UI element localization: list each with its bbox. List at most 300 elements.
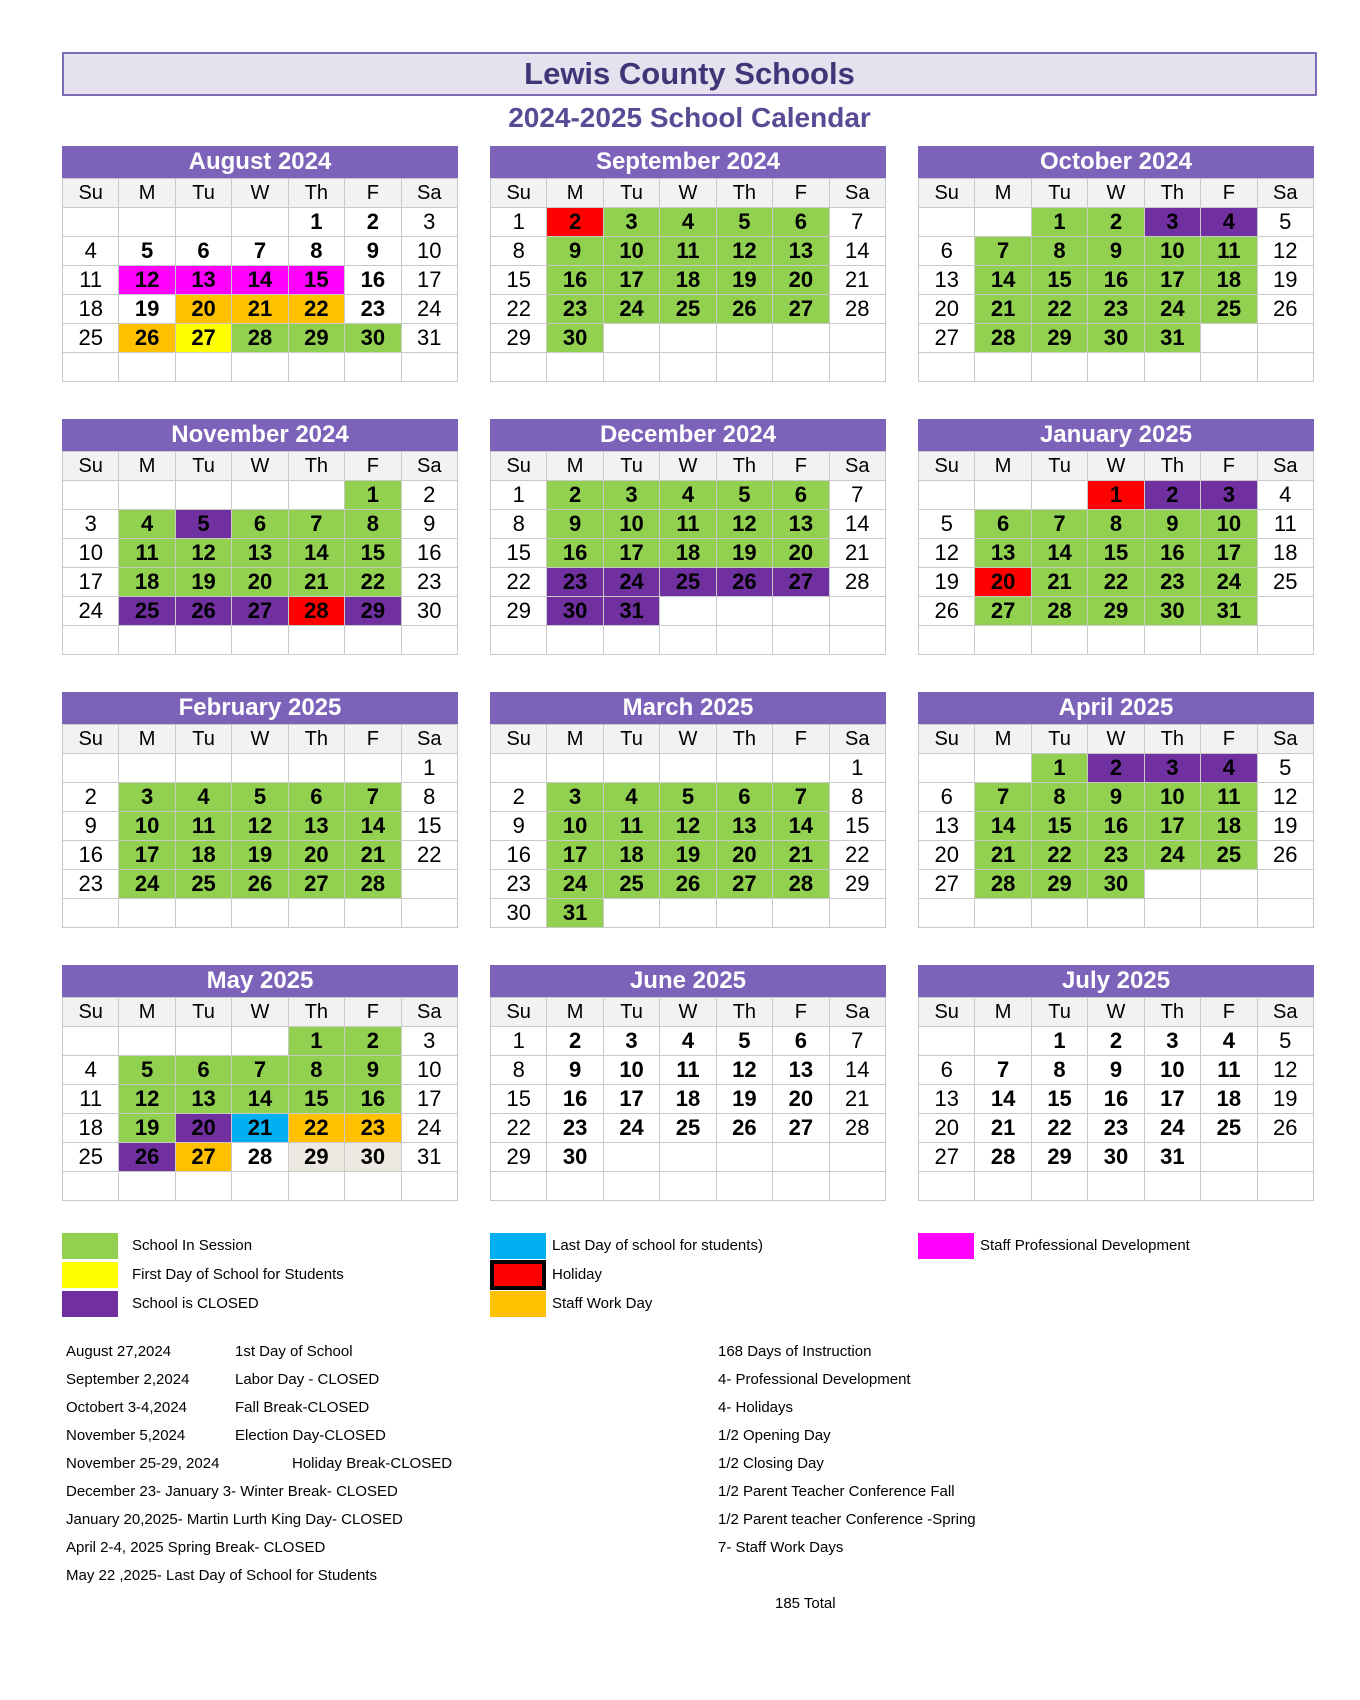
weekday-header: Sa (1257, 179, 1313, 208)
weekday-header: W (232, 725, 288, 754)
weekday-header: Th (716, 725, 772, 754)
note-event: Fall Break-CLOSED (235, 1399, 370, 1416)
day-cell: 29 (1088, 597, 1144, 626)
empty-cell (1088, 899, 1144, 928)
day-cell: 28 (975, 870, 1031, 899)
month-title: July 2025 (918, 965, 1314, 997)
month-grid (62, 997, 458, 1201)
weekday-header: Su (63, 452, 119, 481)
day-cell: 24 (603, 1114, 659, 1143)
day-cell: 1 (1031, 754, 1087, 783)
empty-cell (829, 899, 885, 928)
day-cell: 21 (232, 295, 288, 324)
day-cell: 10 (401, 1056, 457, 1085)
empty-cell (288, 353, 344, 382)
day-cell: 18 (660, 1085, 716, 1114)
day-cell: 23 (345, 1114, 401, 1143)
day-cell: 18 (119, 568, 175, 597)
weekday-header: W (660, 179, 716, 208)
day-cell: 19 (1257, 266, 1313, 295)
weekday-header: Sa (829, 452, 885, 481)
empty-cell (1257, 1172, 1313, 1201)
day-cell: 29 (288, 1143, 344, 1172)
empty-cell (175, 754, 231, 783)
day-cell: 29 (491, 1143, 547, 1172)
day-cell: 26 (660, 870, 716, 899)
note-date: November 5,2024 (66, 1427, 186, 1444)
day-cell: 27 (175, 324, 231, 353)
empty-cell (1257, 353, 1313, 382)
weekday-header: Tu (603, 452, 659, 481)
empty-cell (1144, 353, 1200, 382)
weekday-header: Sa (401, 179, 457, 208)
day-cell: 8 (491, 1056, 547, 1085)
legend-item-closed (62, 1291, 382, 1317)
day-cell: 21 (975, 1114, 1031, 1143)
weekday-header: Su (491, 725, 547, 754)
day-cell: 2 (345, 208, 401, 237)
empty-cell (1257, 870, 1313, 899)
empty-cell (288, 626, 344, 655)
day-cell: 20 (773, 539, 829, 568)
day-cell: 19 (716, 266, 772, 295)
day-cell: 26 (716, 1114, 772, 1143)
day-cell: 14 (345, 812, 401, 841)
weekday-header: M (975, 179, 1031, 208)
empty-cell (829, 1143, 885, 1172)
day-cell: 1 (1031, 1027, 1087, 1056)
day-cell: 20 (175, 1114, 231, 1143)
legend-swatch (918, 1233, 974, 1259)
empty-cell (1088, 353, 1144, 382)
day-cell: 21 (288, 568, 344, 597)
day-cell: 30 (401, 597, 457, 626)
day-cell: 24 (603, 295, 659, 324)
day-cell: 4 (660, 481, 716, 510)
weekday-header: F (1201, 179, 1257, 208)
empty-cell (1257, 626, 1313, 655)
day-cell: 3 (1144, 1027, 1200, 1056)
empty-cell (773, 1172, 829, 1201)
total-days: 185 Total (775, 1595, 836, 1612)
day-cell: 30 (345, 1143, 401, 1172)
day-cell: 20 (773, 266, 829, 295)
empty-cell (1144, 1172, 1200, 1201)
day-cell: 26 (1257, 1114, 1313, 1143)
legend-label: Holiday (552, 1266, 603, 1283)
day-cell: 13 (288, 812, 344, 841)
empty-cell (63, 481, 119, 510)
day-cell: 14 (975, 1085, 1031, 1114)
weekday-header: Tu (175, 725, 231, 754)
day-cell: 2 (491, 783, 547, 812)
month-calendar (490, 419, 886, 655)
weekday-header: Th (1144, 998, 1200, 1027)
empty-cell (829, 626, 885, 655)
empty-cell (660, 626, 716, 655)
day-cell: 26 (175, 597, 231, 626)
day-cell: 18 (603, 841, 659, 870)
weekday-header: Sa (829, 725, 885, 754)
day-cell: 18 (1257, 539, 1313, 568)
empty-cell (63, 899, 119, 928)
day-cell: 31 (401, 324, 457, 353)
day-cell: 28 (829, 295, 885, 324)
empty-cell (1031, 481, 1087, 510)
day-cell: 6 (773, 208, 829, 237)
empty-cell (119, 899, 175, 928)
day-cell: 25 (1257, 568, 1313, 597)
day-cell: 10 (1144, 237, 1200, 266)
day-cell: 11 (660, 1056, 716, 1085)
day-cell: 31 (1201, 597, 1257, 626)
day-cell: 16 (491, 841, 547, 870)
day-cell: 21 (829, 266, 885, 295)
month-calendar (918, 419, 1314, 655)
day-cell: 20 (232, 568, 288, 597)
day-cell: 13 (975, 539, 1031, 568)
empty-cell (491, 353, 547, 382)
day-cell: 15 (1031, 1085, 1087, 1114)
empty-cell (716, 353, 772, 382)
day-cell: 16 (1088, 812, 1144, 841)
day-cell: 26 (119, 1143, 175, 1172)
month-grid (62, 451, 458, 655)
empty-cell (63, 626, 119, 655)
empty-cell (603, 626, 659, 655)
legend-swatch (62, 1291, 118, 1317)
day-cell: 16 (401, 539, 457, 568)
empty-cell (547, 353, 603, 382)
summary-line: 1/2 Opening Day (718, 1427, 831, 1444)
day-cell: 7 (829, 208, 885, 237)
legend-label: School In Session (132, 1237, 253, 1254)
empty-cell (1088, 626, 1144, 655)
weekday-header: Tu (1031, 998, 1087, 1027)
day-cell: 5 (1257, 1027, 1313, 1056)
weekday-header: Th (288, 725, 344, 754)
day-cell: 28 (232, 1143, 288, 1172)
day-cell: 12 (1257, 783, 1313, 812)
legend-item-staff-work-day (490, 1291, 810, 1317)
day-cell: 9 (547, 1056, 603, 1085)
day-cell: 22 (1031, 295, 1087, 324)
day-cell: 6 (288, 783, 344, 812)
day-cell: 9 (491, 812, 547, 841)
weekday-header: Tu (603, 998, 659, 1027)
month-calendar (62, 692, 458, 928)
empty-cell (63, 208, 119, 237)
day-cell: 24 (1144, 841, 1200, 870)
legend-label: Staff Work Day (552, 1295, 653, 1312)
month-title: June 2025 (490, 965, 886, 997)
day-cell: 30 (1088, 870, 1144, 899)
empty-cell (975, 899, 1031, 928)
day-cell: 26 (716, 568, 772, 597)
day-cell: 4 (175, 783, 231, 812)
day-cell: 31 (547, 899, 603, 928)
weekday-header: W (1088, 998, 1144, 1027)
day-cell: 23 (1088, 841, 1144, 870)
day-cell: 26 (119, 324, 175, 353)
month-grid (918, 997, 1314, 1201)
day-cell: 18 (63, 1114, 119, 1143)
day-cell: 19 (716, 539, 772, 568)
day-cell: 11 (1201, 783, 1257, 812)
note-date: September 2,2024 (66, 1371, 190, 1388)
note-line: May 22 ,2025- Last Day of School for Students (66, 1567, 378, 1584)
summary-line: 4- Holidays (718, 1399, 794, 1416)
day-cell: 2 (1088, 754, 1144, 783)
day-cell: 3 (1144, 208, 1200, 237)
empty-cell (175, 208, 231, 237)
weekday-header: Su (491, 452, 547, 481)
weekday-header: W (1088, 452, 1144, 481)
empty-cell (401, 353, 457, 382)
day-cell: 11 (63, 1085, 119, 1114)
day-cell: 20 (919, 1114, 975, 1143)
day-cell: 4 (1201, 208, 1257, 237)
day-cell: 22 (345, 568, 401, 597)
day-cell: 10 (1144, 1056, 1200, 1085)
empty-cell (716, 1172, 772, 1201)
empty-cell (975, 1027, 1031, 1056)
empty-cell (288, 1172, 344, 1201)
day-cell: 11 (175, 812, 231, 841)
day-cell: 13 (232, 539, 288, 568)
day-cell: 12 (119, 266, 175, 295)
day-cell: 15 (288, 1085, 344, 1114)
day-cell: 9 (1144, 510, 1200, 539)
empty-cell (63, 754, 119, 783)
empty-cell (919, 899, 975, 928)
legend-label: School is CLOSED (132, 1295, 259, 1312)
day-cell: 22 (1031, 841, 1087, 870)
day-cell: 5 (232, 783, 288, 812)
weekday-header: Su (63, 725, 119, 754)
day-cell: 2 (547, 208, 603, 237)
day-cell: 21 (773, 841, 829, 870)
day-cell: 29 (1031, 1143, 1087, 1172)
empty-cell (288, 481, 344, 510)
empty-cell (975, 481, 1031, 510)
day-cell: 12 (660, 812, 716, 841)
day-cell: 16 (1144, 539, 1200, 568)
month-grid (62, 178, 458, 382)
day-cell: 15 (345, 539, 401, 568)
day-cell: 3 (603, 1027, 659, 1056)
day-cell: 1 (829, 754, 885, 783)
summary-line: 168 Days of Instruction (718, 1343, 872, 1360)
day-cell: 24 (1144, 1114, 1200, 1143)
empty-cell (345, 626, 401, 655)
month-title: May 2025 (62, 965, 458, 997)
empty-cell (119, 626, 175, 655)
day-cell: 21 (829, 1085, 885, 1114)
legend-swatch (490, 1260, 546, 1290)
day-cell: 28 (1031, 597, 1087, 626)
legend-swatch (62, 1262, 118, 1288)
month-title: August 2024 (62, 146, 458, 178)
summary-line: 1/2 Parent teacher Conference -Spring (718, 1511, 976, 1528)
weekday-header: F (1201, 452, 1257, 481)
day-cell: 13 (919, 1085, 975, 1114)
day-cell: 20 (773, 1085, 829, 1114)
empty-cell (232, 1027, 288, 1056)
day-cell: 14 (288, 539, 344, 568)
day-cell: 28 (975, 1143, 1031, 1172)
note-line: January 20,2025- Martin Lurth King Day- CLOSED (66, 1511, 403, 1528)
legend-swatch (62, 1233, 118, 1259)
day-cell: 25 (1201, 1114, 1257, 1143)
day-cell: 20 (288, 841, 344, 870)
weekday-header: Su (919, 998, 975, 1027)
day-cell: 2 (1088, 208, 1144, 237)
day-cell: 27 (232, 597, 288, 626)
day-cell: 10 (401, 237, 457, 266)
day-cell: 6 (919, 783, 975, 812)
month-calendar (490, 146, 886, 382)
day-cell: 28 (773, 870, 829, 899)
day-cell: 5 (119, 237, 175, 266)
weekday-header: Sa (1257, 725, 1313, 754)
weekday-header: Sa (401, 725, 457, 754)
month-title: October 2024 (918, 146, 1314, 178)
empty-cell (232, 353, 288, 382)
day-cell: 28 (232, 324, 288, 353)
day-cell: 1 (288, 1027, 344, 1056)
empty-cell (1144, 870, 1200, 899)
weekday-header: W (232, 998, 288, 1027)
day-cell: 18 (660, 539, 716, 568)
day-cell: 10 (1144, 783, 1200, 812)
empty-cell (975, 626, 1031, 655)
day-cell: 14 (829, 237, 885, 266)
day-cell: 15 (1031, 266, 1087, 295)
day-cell: 3 (547, 783, 603, 812)
day-cell: 3 (401, 208, 457, 237)
empty-cell (603, 1143, 659, 1172)
weekday-header: Su (491, 179, 547, 208)
day-cell: 25 (603, 870, 659, 899)
weekday-header: Tu (603, 725, 659, 754)
weekday-header: W (1088, 179, 1144, 208)
day-cell: 23 (63, 870, 119, 899)
month-grid (490, 451, 886, 655)
day-cell: 17 (401, 266, 457, 295)
empty-cell (401, 1172, 457, 1201)
day-cell: 24 (547, 870, 603, 899)
day-cell: 26 (1257, 295, 1313, 324)
day-cell: 2 (1144, 481, 1200, 510)
day-cell: 2 (1088, 1027, 1144, 1056)
day-cell: 18 (63, 295, 119, 324)
weekday-header: Th (716, 179, 772, 208)
page-title: Lewis County Schools (62, 52, 1317, 96)
day-cell: 10 (547, 812, 603, 841)
weekday-header: Th (716, 452, 772, 481)
month-title: January 2025 (918, 419, 1314, 451)
day-cell: 8 (1031, 783, 1087, 812)
weekday-header: Tu (603, 179, 659, 208)
day-cell: 15 (491, 1085, 547, 1114)
empty-cell (773, 626, 829, 655)
weekday-header: Sa (1257, 452, 1313, 481)
day-cell: 23 (547, 295, 603, 324)
empty-cell (829, 1172, 885, 1201)
month-grid (918, 178, 1314, 382)
day-cell: 13 (919, 266, 975, 295)
day-cell: 14 (829, 1056, 885, 1085)
day-cell: 28 (829, 1114, 885, 1143)
day-cell: 6 (175, 1056, 231, 1085)
weekday-header: F (773, 998, 829, 1027)
empty-cell (232, 481, 288, 510)
day-cell: 23 (1088, 1114, 1144, 1143)
empty-cell (119, 754, 175, 783)
day-cell: 29 (288, 324, 344, 353)
empty-cell (603, 353, 659, 382)
day-cell: 16 (1088, 1085, 1144, 1114)
day-cell: 11 (603, 812, 659, 841)
weekday-header: Su (63, 998, 119, 1027)
day-cell: 23 (491, 870, 547, 899)
day-cell: 7 (232, 1056, 288, 1085)
empty-cell (63, 1172, 119, 1201)
empty-cell (175, 481, 231, 510)
weekday-header: W (232, 179, 288, 208)
weekday-header: W (232, 452, 288, 481)
day-cell: 13 (773, 237, 829, 266)
day-cell: 4 (63, 237, 119, 266)
day-cell: 24 (401, 295, 457, 324)
day-cell: 30 (547, 597, 603, 626)
day-cell: 15 (491, 539, 547, 568)
day-cell: 13 (919, 812, 975, 841)
month-calendar (62, 419, 458, 655)
day-cell: 6 (773, 481, 829, 510)
day-cell: 7 (829, 1027, 885, 1056)
day-cell: 8 (401, 783, 457, 812)
day-cell: 29 (491, 597, 547, 626)
weekday-header: W (660, 452, 716, 481)
weekday-header: F (1201, 998, 1257, 1027)
day-cell: 18 (1201, 266, 1257, 295)
calendar-subtitle: 2024-2025 School Calendar (508, 102, 871, 133)
day-cell: 6 (919, 237, 975, 266)
empty-cell (345, 353, 401, 382)
weekday-header: Tu (175, 452, 231, 481)
month-title: December 2024 (490, 419, 886, 451)
empty-cell (773, 597, 829, 626)
day-cell: 3 (603, 481, 659, 510)
day-cell: 14 (232, 1085, 288, 1114)
day-cell: 17 (1144, 266, 1200, 295)
weekday-header: F (773, 179, 829, 208)
empty-cell (660, 754, 716, 783)
day-cell: 6 (232, 510, 288, 539)
day-cell: 25 (175, 870, 231, 899)
weekday-header: M (119, 179, 175, 208)
day-cell: 19 (1257, 1085, 1313, 1114)
empty-cell (1257, 597, 1313, 626)
day-cell: 7 (975, 783, 1031, 812)
day-cell: 14 (232, 266, 288, 295)
day-cell: 11 (63, 266, 119, 295)
day-cell: 26 (919, 597, 975, 626)
day-cell: 15 (1088, 539, 1144, 568)
day-cell: 4 (660, 208, 716, 237)
